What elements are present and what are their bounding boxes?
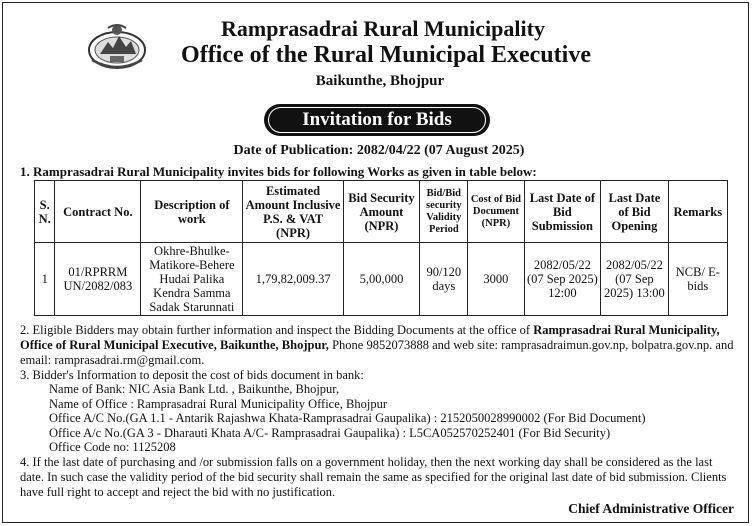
cell-last-submission: 2082/05/22 (07 Sep 2025) 12:00 <box>524 243 601 316</box>
col-remarks: Remarks <box>668 181 727 243</box>
publication-date: Date of Publication: 2082/04/22 (07 August 2025) <box>233 143 525 158</box>
col-contract: Contract No. <box>55 181 141 243</box>
cell-remarks: NCB/ E-bids <box>668 243 727 316</box>
col-validity: Bid/Bid security Validity Period <box>420 181 468 243</box>
table-row <box>35 243 728 316</box>
office-name: Office of the Rural Municipal Executive <box>181 42 591 68</box>
col-description: Description of work <box>141 181 243 243</box>
cell-estimate: 1,79,82,009.37 <box>243 243 343 316</box>
section-2-office: Ramprasadrai Rural Municipality, Office of Rural Municipal Executive, Baikunthe, Bhojpur, <box>20 323 720 352</box>
banner-title: Invitation for Bids <box>268 107 486 133</box>
municipality-name: Ramprasadrai Rural Municipality <box>221 16 545 41</box>
bank-name: Name of Bank: NIC Asia Bank Ltd. , Baikunthe, Bhojpur, <box>49 382 340 396</box>
office-code: Office Code no: 1125208 <box>49 440 176 454</box>
bids-table <box>34 180 728 316</box>
signatory-title: Chief Administrative Officer <box>568 501 734 516</box>
col-last-submission: Last Date of Bid Submission <box>524 181 601 243</box>
account-bid-document: Office A/C No.(GA 1.1 - Antarik Rajashwa Khata-Ramprasadrai Gaupalika) : 2152050028990002 (For Bid Document) <box>49 411 646 425</box>
account-bid-security: Office A/c No.(GA 3 - Dharauti Khata A/C- Ramprasadrai Gaupalika) : L5CA052570252401 (For Bid Security) <box>49 426 611 440</box>
cell-sn: 1 <box>35 243 55 316</box>
section-2 <box>20 323 736 368</box>
cell-doc-cost: 3000 <box>468 243 524 316</box>
section-4: 4. If the last date of purchasing and /or submission falls on a government holiday, then the next working day shall be considered as the last date. In such case the validity period of the bid security shall remain the same as specified for the original last date of bid submission. Clients have full right to accept and reject the bid with no justification. <box>20 455 727 499</box>
col-last-opening: Last Date of Bid Opening <box>601 181 668 243</box>
col-estimate: Estimated Amount Inclusive P.S. & VAT (NPR) <box>243 181 343 243</box>
office-location: Baikunthe, Bhojpur <box>315 73 445 89</box>
section-2-contact: Phone 9852073888 and web site: ramprasadraimun.gov.np, bolpatra.gov.np. and email: ramprasadrai.rm@gmail.com. <box>20 338 734 367</box>
table-header-row <box>35 181 728 243</box>
cell-description: Okhre-Bhulke-Matikore-Behere Hudai Palika Kendra Samma Sadak Starunnati <box>141 243 243 316</box>
cell-security: 5,00,000 <box>343 243 420 316</box>
cell-validity: 90/120 days <box>420 243 468 316</box>
cell-last-opening: 2082/05/22 (07 Sep 2025) 13:00 <box>601 243 668 316</box>
col-doc-cost: Cost of Bid Document (NPR) <box>468 181 524 243</box>
section-2-lead: 2. Eligible Bidders may obtain further information and inspect the Bidding Documents at the office of <box>20 323 534 337</box>
col-sn: S. N. <box>35 181 55 243</box>
section-3-lead: 3. Bidder's Information to deposit the cost of bids document in bank: <box>20 368 364 382</box>
office-name-line: Name of Office : Ramprasadrai Rural Municipality Office, Bhojpur <box>49 397 387 411</box>
cell-contract: 01/RPRRM UN/2082/083 <box>55 243 141 316</box>
col-security: Bid Security Amount (NPR) <box>343 181 420 243</box>
intro-paragraph: 1. Ramprasadrai Rural Municipality invites bids for following Works as given in table below: <box>20 164 537 179</box>
